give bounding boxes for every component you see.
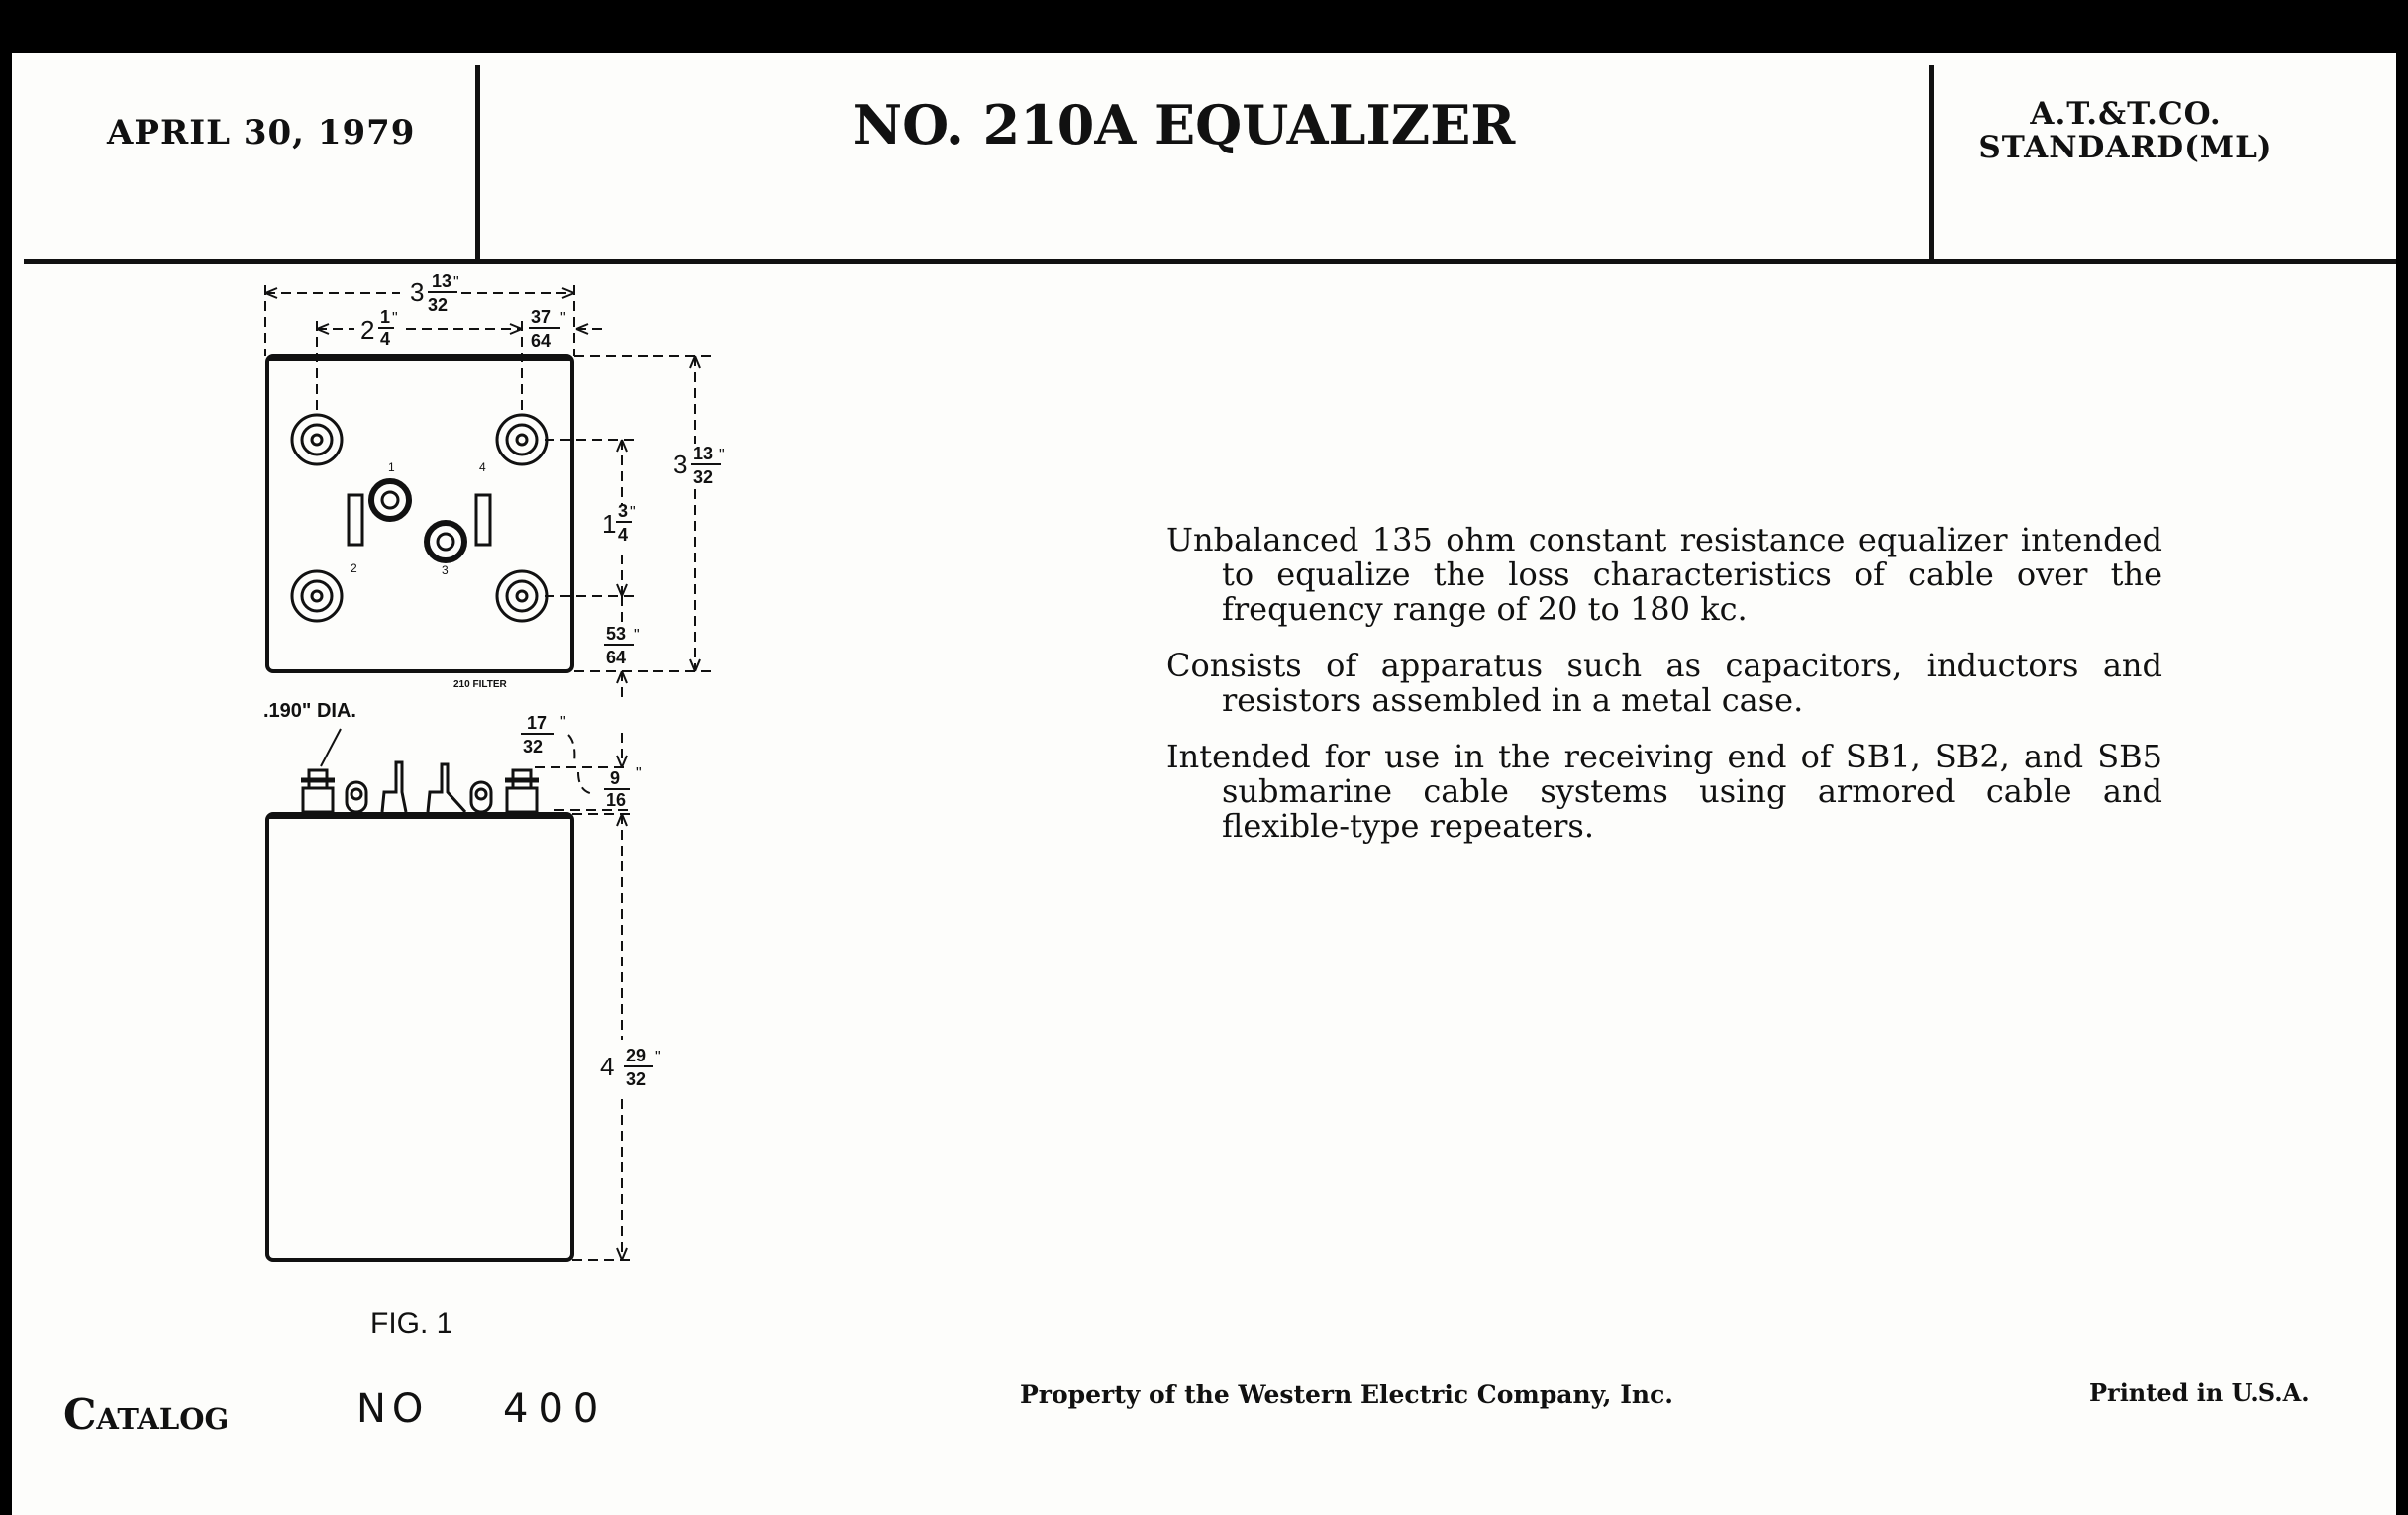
terminal-bottom-right [497,571,547,621]
dim-overall-width [410,271,459,315]
svg-text:": " [636,765,642,782]
dim-terminal-spacing [360,307,398,349]
svg-text:3: 3 [410,277,425,307]
top-view-case [267,356,572,671]
svg-text:2: 2 [360,315,375,345]
dim-stud-height [604,765,642,810]
property-notice: Property of the Western Electric Company, Inc. [1020,1380,1674,1409]
catalog-no-label: NO [356,1386,430,1432]
hole-dia-label: .190" DIA. [263,700,356,722]
svg-text:64: 64 [606,648,627,667]
dim-edge-offset-top [529,307,566,351]
svg-text:1: 1 [602,509,617,539]
figure-label: FIG. 1 [370,1307,453,1340]
svg-text:4: 4 [600,1052,615,1081]
svg-text:": " [634,627,640,644]
svg-text:9: 9 [610,768,621,788]
svg-text:17: 17 [527,713,548,733]
svg-text:32: 32 [693,467,714,487]
page-title: NO. 210A EQUALIZER [853,93,1516,156]
svg-text:3: 3 [618,501,629,521]
svg-text:": " [560,714,566,731]
terminal-top-left [292,415,342,464]
lug-left [349,495,362,545]
svg-text:32: 32 [523,737,544,757]
description-paragraph: Consists of apparatus such as capacitors, inductors and resistors assembled in a metal case. [1166,647,2162,719]
issue-date: APRIL 30, 1979 [107,113,416,152]
svg-text:1: 1 [380,307,391,327]
dim-case-height [600,1046,661,1089]
terminal-number-4: 4 [479,460,486,474]
side-terminals [301,729,539,812]
svg-text:13: 13 [693,444,714,463]
svg-text:": " [655,1049,661,1065]
svg-text:29: 29 [626,1046,647,1065]
svg-text:": " [560,310,566,327]
svg-text:": " [453,274,459,291]
standard-line-1: A.T.&T.CO. [2030,96,2222,132]
dim-overall-depth [673,444,725,487]
svg-text:32: 32 [626,1069,647,1089]
svg-text:3: 3 [673,450,688,479]
terminal-top-right [497,415,547,464]
terminal-bottom-left [292,571,342,621]
svg-text:4: 4 [380,329,391,349]
terminal-number-3: 3 [442,563,449,577]
svg-text:": " [630,504,636,521]
svg-text:": " [719,447,725,463]
catalog-label: Catalog [63,1390,230,1439]
svg-text:16: 16 [606,790,627,810]
post-3 [427,523,464,560]
description-paragraph: Unbalanced 135 ohm constant resistance equalizer intended to equalize the loss characteristics of cable over the frequency range of 20 to 180 kc. [1166,521,2162,628]
lug-right [476,495,490,545]
svg-text:64: 64 [531,331,552,351]
dim-edge-offset-side [604,624,640,667]
label-plate-text: 210 FILTER [453,679,507,690]
post-1 [371,481,409,519]
catalog-number: 400 [503,1386,609,1432]
printed-notice: Printed in U.S.A. [2089,1378,2310,1407]
dim-terminal-height [521,713,566,757]
description-paragraph: Intended for use in the receiving end of SB1, SB2, and SB5 submarine cable systems using armored cable and flexible-type repeaters. [1166,738,2162,845]
svg-text:32: 32 [428,295,449,315]
svg-text:53: 53 [606,624,627,644]
terminal-number-1: 1 [388,460,395,474]
svg-text:": " [392,310,398,327]
description [1166,523,2162,865]
side-view-case [267,814,572,1260]
terminal-number-2: 2 [351,561,357,575]
svg-text:37: 37 [531,307,552,327]
svg-text:4: 4 [618,525,629,545]
dim-terminal-vertical [602,501,636,545]
svg-text:13: 13 [432,271,452,291]
standard-line-2: STANDARD(ML) [1978,130,2273,165]
